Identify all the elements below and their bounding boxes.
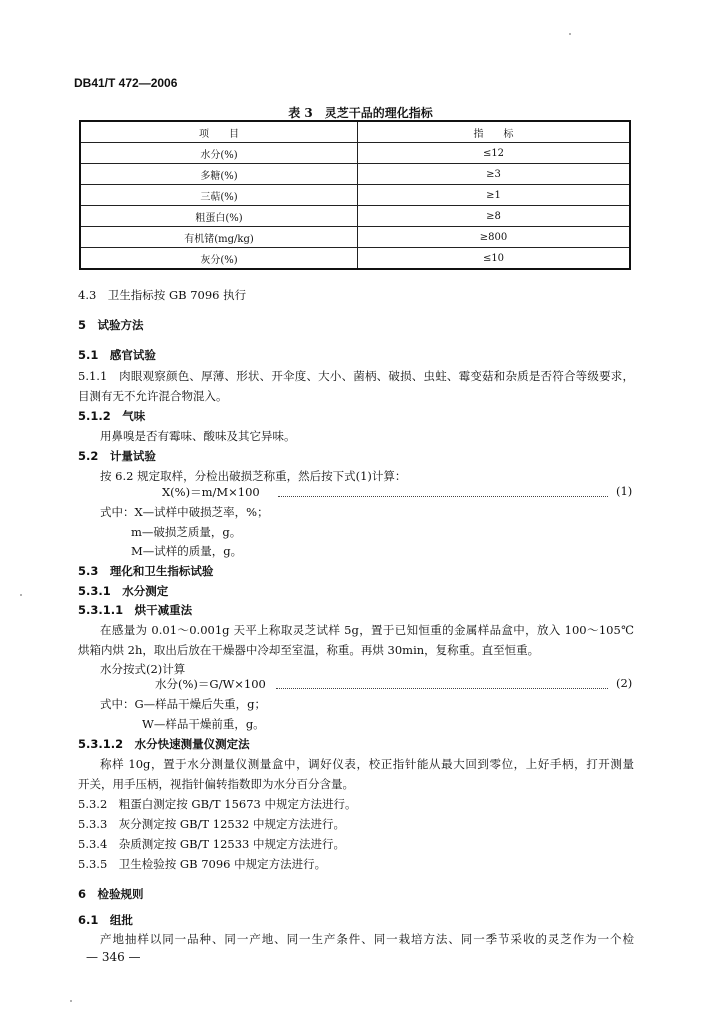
table-caption: 表 3 灵芝干品的理化指标 <box>288 106 433 120</box>
clause-5-1-1-line2: 目测有无不允许混合物混入。 <box>78 389 228 403</box>
clause-6-1-text: 产地抽样以同一品种、同一产地、同一生产条件、同一栽培方法、同一季节采收的灵芝作为一个检 <box>100 932 634 946</box>
section-5-heading: 5 试验方法 <box>78 318 144 332</box>
formula-2-leader <box>276 688 608 689</box>
table-cell-item: 灰分(%) <box>80 248 358 270</box>
moisture-formula-intro: 水分按式(2)计算 <box>100 662 186 676</box>
table-cell-value: ≥800 <box>358 227 631 248</box>
table-cell-item: 粗蛋白(%) <box>80 206 358 227</box>
clause-5-2-text: 按 6.2 规定取样，分检出破损芝称重，然后按下式(1)计算： <box>100 469 407 483</box>
where-x: 式中：X—试样中破损芝率，%； <box>100 505 269 519</box>
clause-5-3-4: 5.3.4 杂质测定按 GB/T 12533 中规定方法进行。 <box>78 837 345 851</box>
where-w: W—样品干燥前重，g。 <box>142 717 265 731</box>
where-big-m: M—试样的质量，g。 <box>131 544 243 558</box>
standard-number: DB41/T 472—2006 <box>74 76 178 90</box>
table-cell-value: ≥1 <box>358 185 631 206</box>
where-g: 式中：G—样品干燥后失重，g； <box>100 697 267 711</box>
table-cell-item: 水分(%) <box>80 143 358 164</box>
where-m: m—破损芝质量，g。 <box>131 525 242 539</box>
scan-speck <box>70 1000 72 1002</box>
oven-method-line2: 烘箱内烘 2h，取出后放在干燥器中冷却至室温，称重。再烘 30min，复称重。直至恒重。 <box>78 643 540 657</box>
table-row <box>80 143 630 164</box>
clause-5-3-1-1-heading: 5.3.1.1 烘干减重法 <box>78 603 193 617</box>
clause-4-3: 4.3 卫生指标按 GB 7096 执行 <box>78 288 247 302</box>
formula-1: X(%)＝m/M×100 <box>162 485 260 499</box>
clause-5-3-2: 5.3.2 粗蛋白测定按 GB/T 15673 中规定方法进行。 <box>78 797 357 811</box>
clause-5-3-1-2-heading: 5.3.1.2 水分快速测量仪测定法 <box>78 737 250 751</box>
clause-5-1-2-heading: 5.1.2 气味 <box>78 409 146 423</box>
formula-1-leader <box>278 496 608 497</box>
scan-speck <box>569 33 571 35</box>
scan-speck <box>20 594 22 596</box>
table-header-index: 指 标 <box>358 121 631 143</box>
clause-5-1-heading: 5.1 感官试验 <box>78 348 156 362</box>
table-cell-item: 有机锗(mg/kg) <box>80 227 358 248</box>
meter-method-line1: 称样 10g，置于水分测量仪测量盒中，调好仪表，校正指针能从最大回到零位，上好手柄，打开测量 <box>100 757 634 771</box>
table-cell-item: 多糖(%) <box>80 164 358 185</box>
clause-5-3-1-heading: 5.3.1 水分测定 <box>78 584 169 598</box>
spec-table <box>79 120 631 270</box>
formula-2: 水分(%)＝G/W×100 <box>155 677 266 691</box>
formula-1-number: (1) <box>616 484 633 498</box>
clause-5-1-2-text: 用鼻嗅是否有霉味、酸味及其它异味。 <box>100 429 296 443</box>
clause-5-3-heading: 5.3 理化和卫生指标试验 <box>78 564 214 578</box>
clause-5-1-1-line1: 5.1.1 肉眼观察颜色、厚薄、形状、开伞度、大小、菌柄、破损、虫蛀、霉变菇和杂质是否符合等级要求， <box>78 369 634 383</box>
section-6-heading: 6 检验规则 <box>78 887 144 901</box>
table-cell-value: ≤10 <box>358 248 631 270</box>
table-row <box>80 164 630 185</box>
table-cell-item: 三萜(%) <box>80 185 358 206</box>
oven-method-line1: 在感量为 0.01～0.001g 天平上称取灵芝试样 5g，置于已知恒重的金属样品盒中，放入 100～105℃ <box>100 623 634 637</box>
table-row <box>80 206 630 227</box>
table-cell-value: ≤12 <box>358 143 631 164</box>
clause-6-1-heading: 6.1 组批 <box>78 913 133 927</box>
table-row <box>80 185 630 206</box>
clause-5-3-5: 5.3.5 卫生检验按 GB 7096 中规定方法进行。 <box>78 857 327 871</box>
clause-5-2-heading: 5.2 计量试验 <box>78 449 156 463</box>
meter-method-line2: 开关，用手压柄，视指针偏转指数即为水分百分含量。 <box>78 777 354 791</box>
table-header-row <box>80 121 630 143</box>
table-row <box>80 248 630 270</box>
clause-5-3-3: 5.3.3 灰分测定按 GB/T 12532 中规定方法进行。 <box>78 817 345 831</box>
table-cell-value: ≥8 <box>358 206 631 227</box>
formula-2-number: (2) <box>616 676 633 690</box>
table-cell-value: ≥3 <box>358 164 631 185</box>
page-number: — 346 — <box>86 950 141 964</box>
table-row <box>80 227 630 248</box>
table-header-item: 项 目 <box>80 121 358 143</box>
